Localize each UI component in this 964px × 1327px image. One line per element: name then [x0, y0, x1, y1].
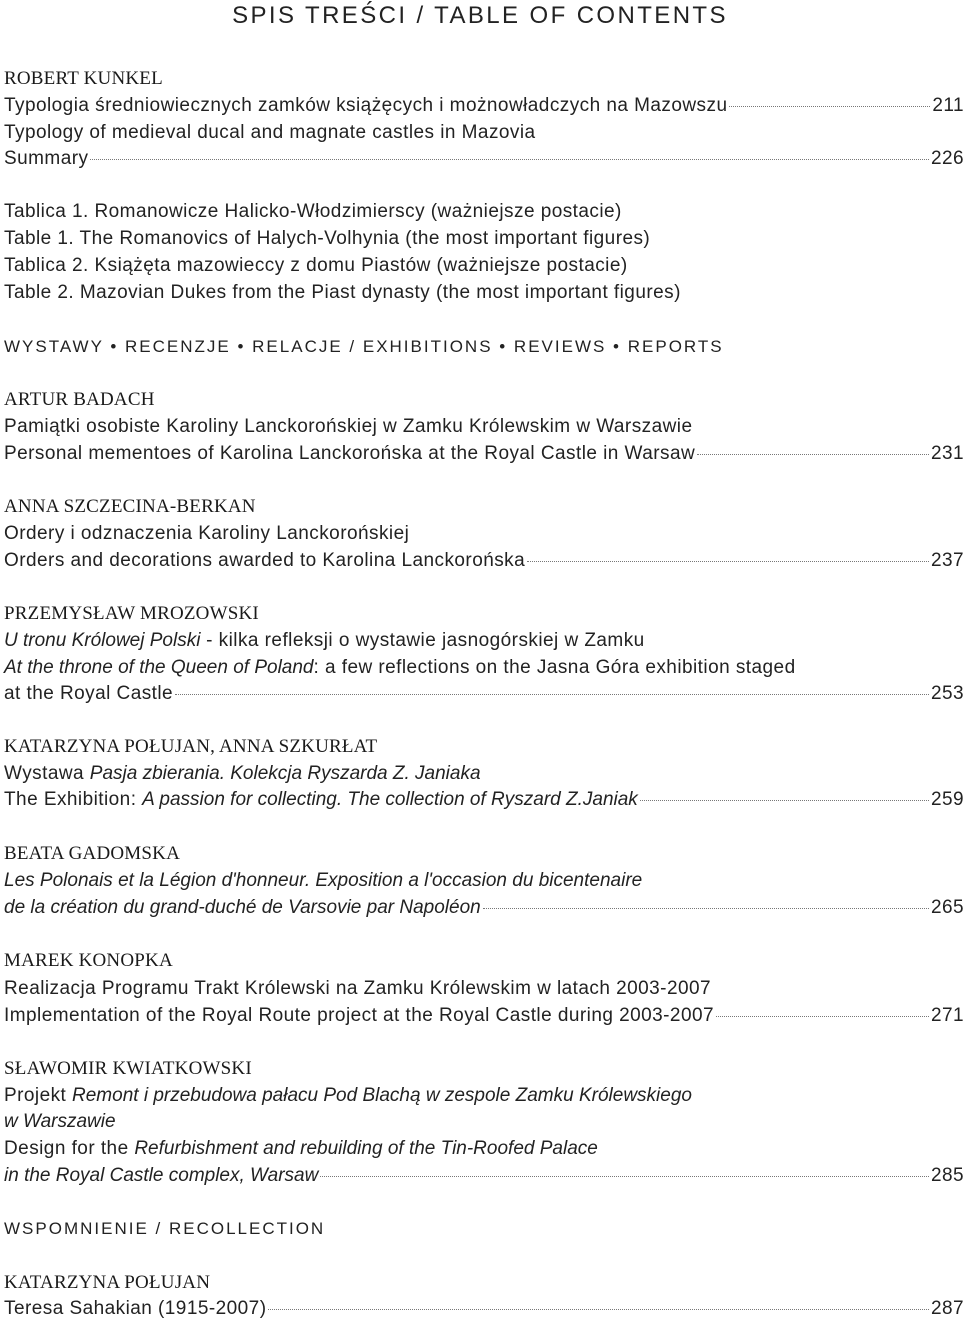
toc-entry [4, 201, 964, 227]
dot-leader [527, 561, 929, 562]
text-segment: ARTUR BADACH [4, 389, 155, 410]
entry-text [4, 1272, 210, 1294]
text-segment: ROBERT KUNKEL [4, 68, 163, 89]
text-segment: Projekt [4, 1085, 73, 1106]
italic-title-text: in the Royal Castle complex, Warsaw [4, 1165, 319, 1186]
text-segment: Design for the [4, 1138, 135, 1159]
page-number: 237 [930, 550, 964, 571]
section-heading [4, 1219, 956, 1245]
author-name [4, 1272, 956, 1298]
italic-title-text: Les Polonais et la Légion d'honneur. Exposition a l'occasion du bicentenaire [4, 870, 643, 891]
entry-text [4, 282, 681, 304]
author-name [4, 389, 956, 415]
entry-text [4, 657, 796, 679]
author-name [4, 603, 956, 629]
entry-text [4, 148, 88, 170]
text-segment: Implementation of the Royal Route project at the Royal Castle during 2003-2007 [4, 1005, 714, 1026]
text-segment: Wystawa [4, 763, 90, 784]
toc-entry [4, 870, 964, 896]
text-segment: ANNA SZCZECINA-BERKAN [4, 496, 256, 517]
dot-leader [697, 454, 929, 455]
entry-text [4, 1219, 325, 1239]
page-number: 226 [930, 148, 964, 169]
page-number: 231 [930, 443, 964, 464]
text-segment: WYSTAWY • RECENZJE • RELACJE / EXHIBITIONS • REVIEWS • REPORTS [4, 337, 724, 356]
text-segment: : a few reflections on the Jasna Góra exhibition staged [313, 657, 796, 678]
text-segment: MAREK KONOPKA [4, 950, 173, 971]
dot-leader [175, 694, 929, 695]
entry-text [4, 1138, 598, 1160]
author-name [4, 1058, 956, 1084]
entry-text [4, 95, 727, 117]
page-title: SPIS TREŚCI / TABLE OF CONTENTS [232, 2, 728, 29]
toc-entry [4, 282, 964, 308]
text-segment: Table 1. The Romanovics of Halych-Volhynia (the most important figures) [4, 228, 651, 249]
toc-entry [4, 523, 964, 549]
entry-text [4, 68, 163, 90]
page-number: 285 [930, 1165, 964, 1186]
dot-leader [729, 106, 930, 107]
toc-entry [4, 657, 964, 683]
toc-entry [4, 1138, 964, 1164]
toc-entry [4, 1165, 964, 1191]
text-segment: Summary [4, 148, 89, 169]
entry-text [4, 897, 481, 919]
entry-text [4, 1111, 116, 1133]
text-segment: Ordery i odznaczenia Karoliny Lanckorońskiej [4, 523, 410, 544]
toc-entry [4, 122, 964, 148]
entry-text [4, 496, 256, 518]
entry-text [4, 523, 409, 545]
page-number: 287 [930, 1298, 964, 1319]
text-segment: Realizacja Programu Trakt Królewski na Zamku Królewskim w latach 2003-2007 [4, 978, 712, 999]
entry-text [4, 630, 645, 652]
text-segment: - kilka refleksji o wystawie jasnogórskiej w Zamku [200, 630, 645, 651]
toc-entry [4, 550, 964, 576]
author-name [4, 843, 956, 869]
entry-text [4, 870, 642, 892]
italic-title-text: Remont i przebudowa pałacu Pod Blachą w zespole Zamku Królewskiego [72, 1085, 692, 1106]
page-number: 271 [930, 1005, 964, 1026]
entry-text [4, 443, 695, 465]
italic-title-text: A passion for collecting. The collection of Ryszard Z.Janiak [142, 789, 638, 810]
text-segment: WSPOMNIENIE / RECOLLECTION [4, 1219, 326, 1238]
text-segment: KATARZYNA POŁUJAN [4, 1272, 211, 1293]
entry-text [4, 763, 481, 785]
toc-entry [4, 148, 964, 174]
italic-title-text: At the throne of the Queen of Poland [4, 657, 314, 678]
dot-leader [90, 159, 928, 160]
author-name [4, 496, 956, 522]
text-segment: Typologia średniowiecznych zamków książęcych i możnowładczych na Mazowszu [4, 95, 728, 116]
author-name [4, 68, 956, 94]
text-segment: Table 2. Mazovian Dukes from the Piast dynasty (the most important figures) [4, 282, 681, 303]
text-segment: Tablica 1. Romanowicze Halicko-Włodzimierscy (ważniejsze postacie) [4, 201, 622, 222]
text-segment: Pamiątki osobiste Karoliny Lanckorońskiej w Zamku Królewskim w Warszawie [4, 416, 693, 437]
toc-entry [4, 789, 964, 815]
entry-text [4, 1165, 318, 1187]
toc-entry [4, 1005, 964, 1031]
entry-text [4, 201, 622, 223]
text-segment: BEATA GADOMSKA [4, 843, 180, 864]
text-segment: Typology of medieval ducal and magnate castles in Mazovia [4, 122, 536, 143]
dot-leader [640, 800, 929, 801]
entry-text [4, 978, 711, 1000]
entry-text [4, 389, 155, 411]
section-heading [4, 337, 956, 363]
entry-text [4, 736, 377, 758]
toc-entry [4, 255, 964, 281]
text-segment: The Exhibition: [4, 789, 143, 810]
author-name [4, 736, 956, 762]
text-segment: Personal mementoes of Karolina Lanckorońska at the Royal Castle in Warsaw [4, 443, 696, 464]
dot-leader [716, 1016, 929, 1017]
author-name [4, 950, 956, 976]
page-number: 259 [930, 789, 964, 810]
entry-text [4, 1085, 692, 1107]
page-number: 211 [932, 95, 964, 116]
italic-title-text: U tronu Królowej Polski [4, 630, 201, 651]
page-number: 253 [930, 683, 964, 704]
toc-entry [4, 630, 964, 656]
entry-text [4, 683, 173, 705]
dot-leader [320, 1176, 929, 1177]
entry-text [4, 416, 692, 438]
text-segment: at the Royal Castle [4, 683, 174, 704]
toc-entry [4, 95, 964, 121]
entry-text [4, 255, 628, 277]
toc-entry [4, 416, 964, 442]
text-segment: PRZEMYSŁAW MROZOWSKI [4, 603, 259, 624]
entry-text [4, 1298, 266, 1320]
entry-text [4, 603, 259, 625]
italic-title-text: Refurbishment and rebuilding of the Tin-Roofed Palace [134, 1138, 598, 1159]
toc-entry [4, 683, 964, 709]
italic-title-text: de la création du grand-duché de Varsovie par Napoléon [4, 897, 481, 918]
toc-entry [4, 1111, 964, 1137]
toc-entry [4, 763, 964, 789]
entry-text [4, 550, 525, 572]
entry-text [4, 843, 180, 865]
italic-title-text: Pasja zbierania. Kolekcja Ryszarda Z. Janiaka [89, 763, 481, 784]
dot-leader [268, 1309, 928, 1310]
toc-entry [4, 443, 964, 469]
text-segment: SŁAWOMIR KWIATKOWSKI [4, 1058, 252, 1079]
page-number: 265 [930, 897, 964, 918]
entry-text [4, 1005, 714, 1027]
dot-leader [483, 908, 929, 909]
toc-entry [4, 897, 964, 923]
text-segment: KATARZYNA POŁUJAN, ANNA SZKURŁAT [4, 736, 378, 757]
entry-text [4, 337, 724, 357]
italic-title-text: w Warszawie [4, 1111, 116, 1132]
text-segment: Orders and decorations awarded to Karolina Lanckorońska [4, 550, 526, 571]
toc-entry [4, 1085, 964, 1111]
toc-entry [4, 228, 964, 254]
entry-text [4, 1058, 252, 1080]
text-segment: Tablica 2. Książęta mazowieccy z domu Piastów (ważniejsze postacie) [4, 255, 628, 276]
toc-entry [4, 978, 964, 1004]
entry-text [4, 122, 536, 144]
entry-text [4, 950, 173, 972]
entry-text [4, 228, 650, 250]
entry-text [4, 789, 638, 811]
toc-entry [4, 1298, 964, 1324]
text-segment: Teresa Sahakian (1915-2007) [4, 1298, 267, 1319]
